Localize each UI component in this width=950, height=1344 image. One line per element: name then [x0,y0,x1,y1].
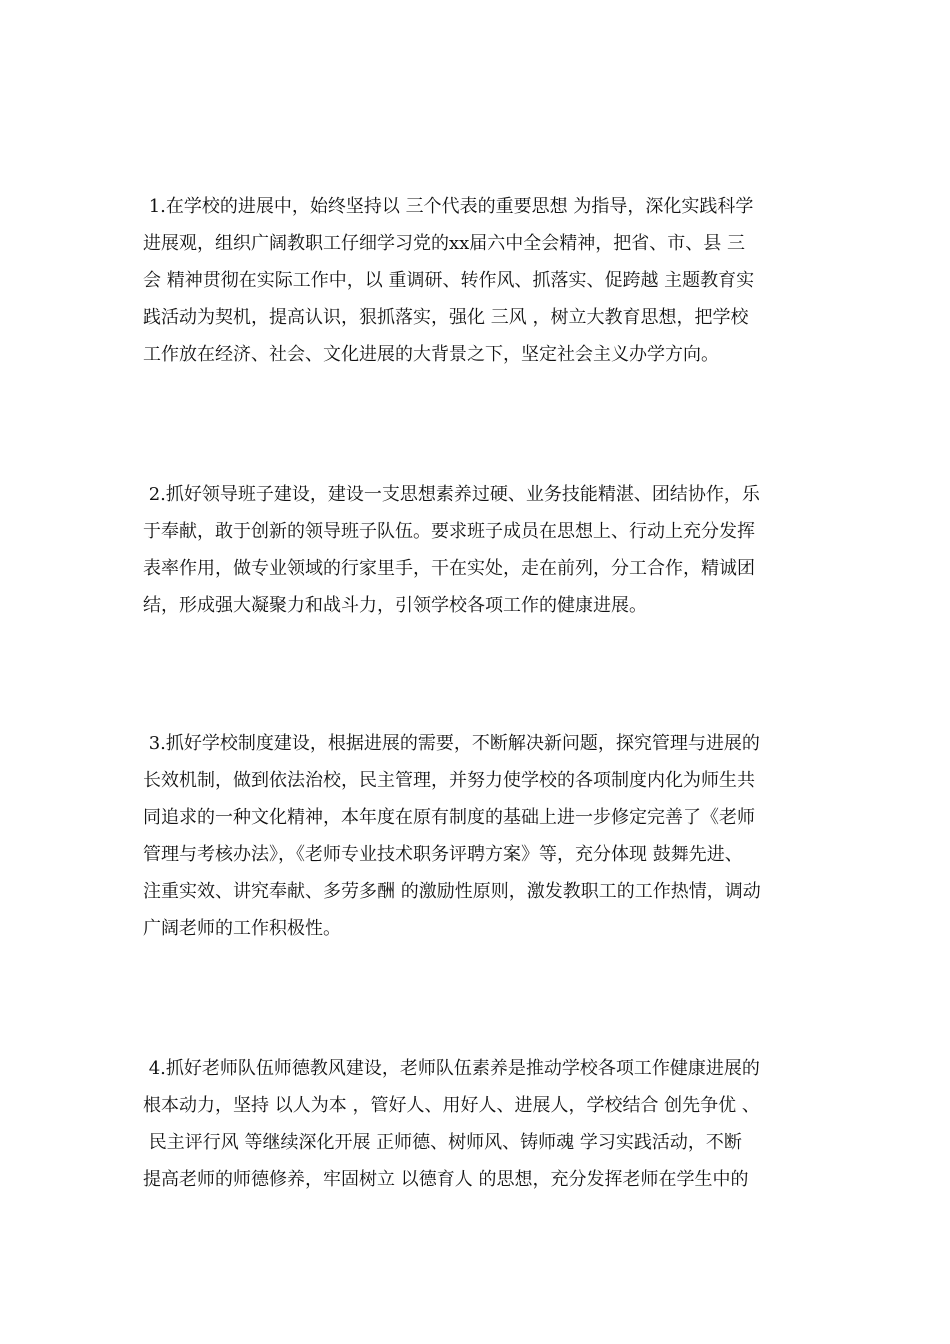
paragraph-line: 广阔老师的工作积极性。 [143,918,341,939]
paragraph-line: 于奉献，敢于创新的领导班子队伍。要求班子成员在思想上、行动上充分发挥 [143,521,755,542]
paragraph-4 [143,1050,810,1198]
paragraph-line: 民主评行风 等继续深化开展 正师德、树师风、铸师魂 学习实践活动，不断 [143,1132,742,1153]
paragraph-line: 结，形成强大凝聚力和战斗力，引领学校各项工作的健康进展。 [143,595,647,616]
paragraph-line: 进展观，组织广阔教职工仔细学习党的xx届六中全会精神，把省、市、县 三 [143,233,746,254]
paragraph-line: 会 精神贯彻在实际工作中，以 重调研、转作风、抓落实、促跨越 主题教育实 [143,270,755,291]
paragraph-line: 同追求的一种文化精神，本年度在原有制度的基础上进一步修定完善了《老师 [143,807,755,828]
paragraph-line: 根本动力，坚持 以人为本 ，管好人、用好人、进展人，学校结合 创先争优 、 [143,1095,760,1116]
paragraph-2 [143,476,810,624]
paragraph-line: 注重实效、讲究奉献、多劳多酬 的激励性原则，激发教职工的工作热情，调动 [143,881,761,902]
paragraph-line: 表率作用，做专业领域的行家里手，干在实处，走在前列，分工合作，精诚团 [143,558,755,579]
paragraph-line: 工作放在经济、社会、文化进展的大背景之下，坚定社会主义办学方向。 [143,344,719,365]
paragraph-1 [143,188,810,373]
paragraph-line: 践活动为契机，提高认识，狠抓落实，强化 三风 ，树立大教育思想，把学校 [143,307,749,328]
paragraph-line: 2.抓好领导班子建设，建设一支思想素养过硬、业务技能精湛、团结协作，乐 [143,484,760,505]
paragraph-line: 管理与考核办法》，《老师专业技术职务评聘方案》等，充分体现 鼓舞先进、 [143,844,743,865]
paragraph-line: 提高老师的师德修养，牢固树立 以德育人 的思想，充分发挥老师在学生中的 [143,1169,749,1190]
paragraph-line: 4.抓好老师队伍师德教风建设，老师队伍素养是推动学校各项工作健康进展的 [143,1058,760,1079]
paragraph-line: 3.抓好学校制度建设，根据进展的需要，不断解决新问题，探究管理与进展的 [143,733,760,754]
paragraph-line: 长效机制，做到依法治校，民主管理，并努力使学校的各项制度内化为师生共 [143,770,755,791]
paragraph-3 [143,725,810,947]
paragraph-line: 1.在学校的进展中，始终坚持以 三个代表的重要思想 为指导，深化实践科学 [143,196,754,217]
